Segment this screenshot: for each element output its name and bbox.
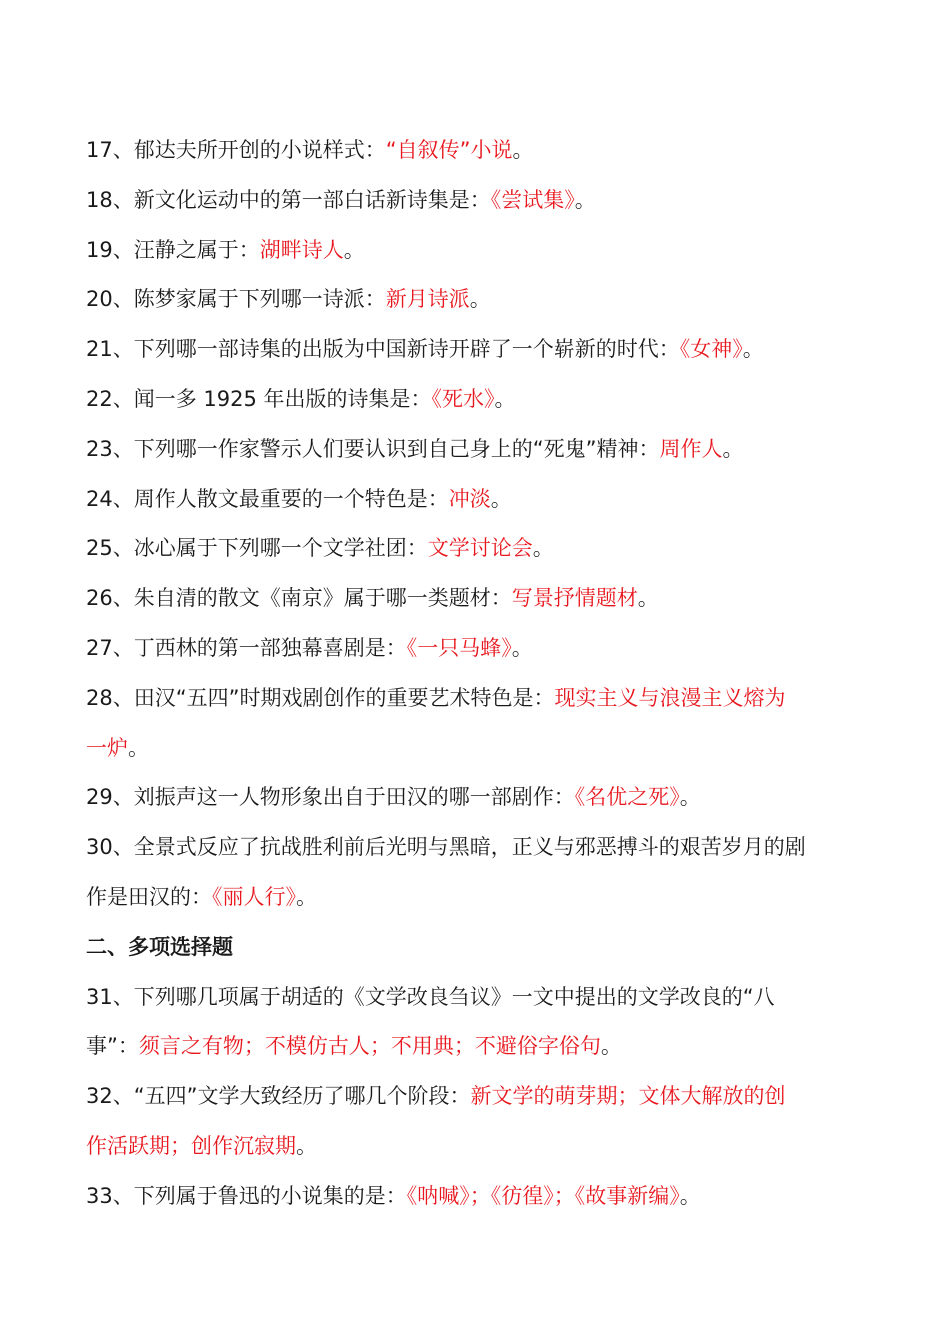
answer-text: 《尝试集》 <box>490 187 575 212</box>
answer-text: 《女神》 <box>679 337 743 362</box>
answer-text: 一炉 <box>86 735 128 760</box>
answer-text: 《名优之死》 <box>574 785 680 810</box>
question-line: 23、下列哪一作家警示人们要认识到自己身上的“死鬼”精神：周作人。 <box>86 436 744 461</box>
question-line: 28、田汉“五四”时期戏剧创作的重要艺术特色是：现实主义与浪漫主义熔为 <box>86 685 786 710</box>
answer-text: 新文学的萌芽期；文体大解放的创 <box>470 1084 786 1109</box>
answer-text: 新月诗派 <box>385 287 470 312</box>
question-line: 32、“五四”文学大致经历了哪几个阶段：新文学的萌芽期；文体大解放的创 <box>86 1084 786 1109</box>
answer-text: 《一只马蜂》 <box>406 635 512 660</box>
question-line: 33、下列属于鲁迅的小说集的是：《呐喊》；《彷徨》；《故事新编》。 <box>86 1183 701 1208</box>
question-line-continued: 事”：须言之有物；不模仿古人；不用典；不避俗字俗句。 <box>86 1034 622 1059</box>
answer-text: “自叙传”小说 <box>385 138 513 162</box>
question-line: 27、丁西林的第一部独幕喜剧是：《一只马蜂》。 <box>86 635 533 660</box>
answer-text: 写景抒情题材 <box>511 586 638 611</box>
question-line: 17、郁达夫所开创的小说样式：“自叙传”小说。 <box>86 138 534 162</box>
answer-text: 周作人 <box>659 436 723 461</box>
question-line-continued: 作是田汉的：《丽人行》。 <box>86 884 317 909</box>
question-line: 24、周作人散文最重要的一个特色是：冲淡。 <box>86 486 512 511</box>
document-page <box>86 126 862 1222</box>
question-line: 20、陈梦家属于下列哪一诗派：新月诗派。 <box>86 287 491 312</box>
answer-text: 湖畔诗人 <box>259 237 344 262</box>
answer-text: 《丽人行》 <box>212 884 296 909</box>
section-heading: 二、多项选择题 <box>86 934 233 959</box>
question-line: 18、新文化运动中的第一部白话新诗集是：《尝试集》。 <box>86 187 596 212</box>
answer-text: 冲淡 <box>448 486 491 511</box>
answer-text: 作活跃期；创作沉寂期 <box>86 1133 296 1158</box>
answer-text: 须言之有物；不模仿古人；不用典；不避俗字俗句 <box>138 1034 601 1059</box>
question-line-continued: 一炉。 <box>86 735 149 760</box>
question-line: 25、冰心属于下列哪一个文学社团：文学讨论会。 <box>86 536 554 561</box>
question-line: 19、汪静之属于：湖畔诗人。 <box>86 237 365 262</box>
answer-text: 《呐喊》；《彷徨》；《故事新编》 <box>406 1183 680 1208</box>
question-line-continued: 作活跃期；创作沉寂期。 <box>86 1133 317 1158</box>
question-line: 29、刘振声这一人物形象出自于田汉的哪一部剧作：《名优之死》。 <box>86 785 701 810</box>
question-line: 30、全景式反应了抗战胜利前后光明与黑暗，正义与邪恶搏斗的艰苦岁月的剧 <box>86 835 806 860</box>
answer-text: 《死水》 <box>431 386 495 411</box>
question-line: 21、下列哪一部诗集的出版为中国新诗开辟了一个崭新的时代：《女神》。 <box>86 337 764 362</box>
question-line: 31、下列哪几项属于胡适的《文学改良刍议》一文中提出的文学改良的“八 <box>86 984 775 1009</box>
question-line: 26、朱自清的散文《南京》属于哪一类题材：写景抒情题材。 <box>86 586 659 611</box>
answer-text: 文学讨论会 <box>427 536 533 561</box>
answer-text: 现实主义与浪漫主义熔为 <box>554 685 786 710</box>
question-line: 22、闻一多 1925 年出版的诗集是：《死水》。 <box>86 386 516 411</box>
